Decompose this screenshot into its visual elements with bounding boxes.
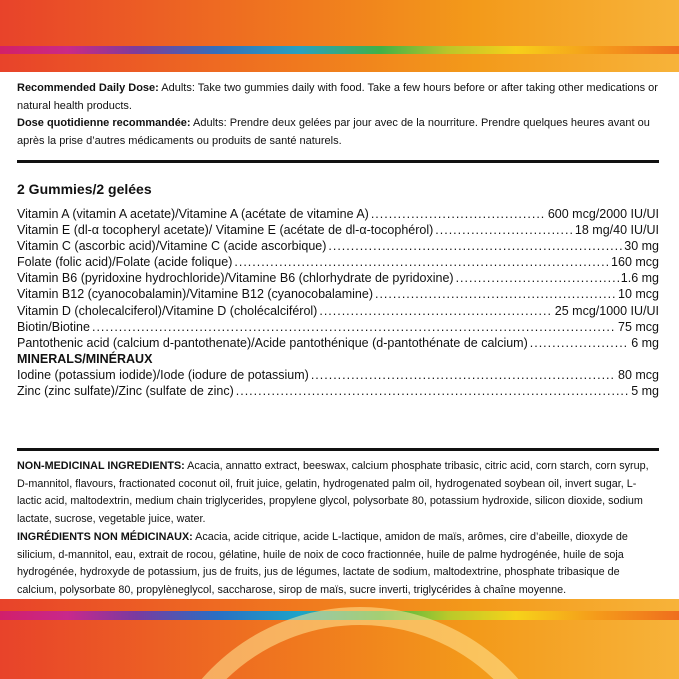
leader-dots bbox=[236, 383, 629, 399]
leader-dots bbox=[530, 335, 629, 351]
dose-fr-label: Dose quotidienne recommandée: bbox=[17, 117, 191, 129]
dose-section bbox=[17, 80, 659, 150]
ingredients-en-text: Acacia, annatto extract, beeswax, calcium phosphate tribasic, citric acid, corn starch, corn syrup, D-mannitol, flavours, fractionated coconut oil, fruit juice, gelatin, hydrogenated palm oil, hydrogenated soybean oil, invert sugar, L-lactic acid, maltodextrin, medium chain triglycerides, propylene glycol, polysorbate 80, potassium hydroxide, silicon dioxide, sodium lactate, sucrose, vegetable juice, water. bbox=[17, 460, 649, 526]
dose-fr bbox=[17, 115, 659, 150]
ingredients-fr-label: INGRÉDIENTS NON MÉDICINAUX: bbox=[17, 530, 193, 543]
leader-dots bbox=[435, 222, 573, 238]
leader-dots bbox=[311, 367, 616, 383]
top-decorative-band bbox=[0, 0, 679, 72]
mineral-value: 5 mg bbox=[631, 384, 659, 399]
nutrient-value: 10 mcg bbox=[618, 287, 659, 302]
nutrient-row bbox=[17, 319, 659, 335]
rainbow-stripe-top bbox=[0, 46, 679, 54]
leader-dots bbox=[234, 254, 609, 270]
minerals-heading: MINERALS/MINÉRAUX bbox=[17, 351, 153, 366]
dose-en bbox=[17, 80, 659, 115]
leader-dots bbox=[328, 238, 622, 254]
nutrient-label: Vitamin B6 (pyridoxine hydrochloride)/Vitamine B6 (chlorhydrate de pyridoxine) bbox=[17, 271, 454, 286]
nutrient-value: 75 mcg bbox=[618, 319, 659, 334]
ingredients-fr-text: Acacia, acide citrique, acide L-lactique, amidon de maïs, arômes, cire d’abeille, dioxyde de silicium, d-mannitol, eau, extrait de rocou, gélatine, huile de noix de coco fractionnée, huile de palme hydrogénée, huile de soja hydrogénée, hydroxyde de potassium, jus de fruits, jus de légumes, lactate de sodium, maltodextrine, phosphate tribasique de calcium, polysorbate 80, propylèneglycol, saccharose, sirop de maïs, sucre inverti, triglycérides à chaîne moyenne. bbox=[17, 530, 628, 596]
nutrient-value: 6 mg bbox=[631, 335, 659, 350]
ingredients-en-label: NON-MEDICINAL INGREDIENTS: bbox=[17, 460, 185, 472]
dose-fr-text: Adults: Prendre deux gelées par jour avec de la nourriture. Prendre quelques heures avant ou après la prise d’autres médicaments ou produits de santé naturels. bbox=[17, 117, 650, 147]
nutrient-table bbox=[17, 206, 659, 399]
nutrient-label: Vitamin E (dl-α tocopheryl acetate)/ Vitamine E (acétate de dl-α-tocophérol) bbox=[17, 223, 434, 238]
ingredients-fr bbox=[17, 529, 659, 600]
divider-top bbox=[17, 160, 659, 163]
nutrient-label: Folate (folic acid)/Folate (acide folique) bbox=[17, 255, 233, 270]
divider-bottom bbox=[17, 448, 659, 451]
nutrient-label: Vitamin B12 (cyanocobalamin)/Vitamine B12 (cyanocobalamine) bbox=[17, 287, 373, 302]
ingredients-en bbox=[17, 458, 659, 529]
nutrient-row bbox=[17, 238, 659, 254]
nutrient-row bbox=[17, 286, 659, 302]
leader-dots bbox=[371, 206, 546, 222]
nutrient-row bbox=[17, 335, 659, 351]
nutrient-label: Vitamin C (ascorbic acid)/Vitamine C (acide ascorbique) bbox=[17, 239, 327, 254]
serving-title: 2 Gummies/2 gelées bbox=[17, 181, 152, 197]
mineral-value: 80 mcg bbox=[618, 367, 659, 382]
bottom-decorative-band bbox=[0, 599, 679, 679]
mineral-row bbox=[17, 383, 659, 399]
nutrient-label: Biotin/Biotine bbox=[17, 319, 90, 334]
nutrient-value: 18 mg/40 IU/UI bbox=[574, 223, 659, 238]
leader-dots bbox=[375, 286, 616, 302]
leader-dots bbox=[456, 270, 619, 286]
nutrient-row bbox=[17, 270, 659, 286]
nutrient-row bbox=[17, 222, 659, 238]
nutrient-value: 30 mg bbox=[624, 239, 659, 254]
dose-en-text: Adults: Take two gummies daily with food. Take a few hours before or after taking other medications or natural health products. bbox=[17, 82, 658, 112]
mineral-label: Iodine (potassium iodide)/Iode (iodure de potassium) bbox=[17, 367, 309, 382]
ingredients-section bbox=[17, 458, 659, 600]
nutrient-row bbox=[17, 206, 659, 222]
nutrient-label: Vitamin A (vitamin A acetate)/Vitamine A (acétate de vitamine A) bbox=[17, 207, 369, 221]
nutrient-value: 1.6 mg bbox=[620, 271, 659, 286]
nutrient-value: 160 mcg bbox=[611, 255, 659, 270]
nutrient-row bbox=[17, 303, 659, 319]
mineral-label: Zinc (zinc sulfate)/Zinc (sulfate de zinc) bbox=[17, 384, 234, 399]
nutrient-value: 25 mcg/1000 IU/UI bbox=[554, 303, 659, 318]
nutrient-row bbox=[17, 254, 659, 270]
nutrient-label: Vitamin D (cholecalciferol)/Vitamine D (cholécalciférol) bbox=[17, 303, 318, 318]
nutrient-label: Pantothenic acid (calcium d-pantothenate)/Acide pantothénique (d-pantothénate de calcium) bbox=[17, 335, 528, 350]
leader-dots bbox=[92, 319, 616, 335]
dose-en-label: Recommended Daily Dose: bbox=[17, 82, 159, 94]
nutrient-value: 600 mcg/2000 IU/UI bbox=[547, 207, 659, 221]
mineral-row bbox=[17, 367, 659, 383]
leader-dots bbox=[319, 303, 552, 319]
